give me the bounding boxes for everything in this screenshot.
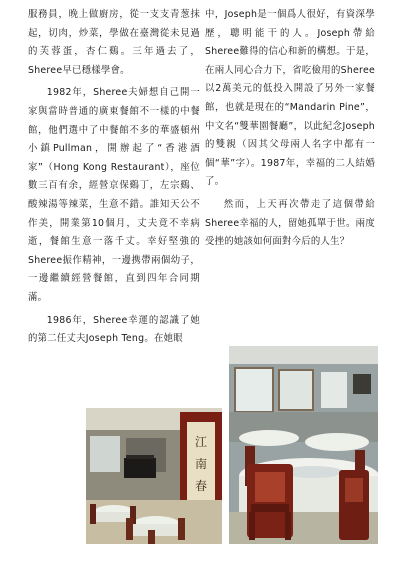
left-paragraph-2: 1982年，Sheree夫婦想自己開一家與當時普通的廣東餐館不一樣的中餐館，他們選中了中餐館不多的華盛頓州小鎮Pullman，開辦起了“香港酒家”（Hong Kong Restaurant），座位數三百有余，經營京保鷄丁，左宗鷄、酸辣湯等辣菜，生意不錯。誰知天公不作美，開業第10個月，丈夫竟不幸病逝，餐館生意一落千丈。幸好堅強的Sheree振作精神，一邊携帶兩個幼子，一邊繼續經營餐館，直到四年合同期滿。 [28,87,200,303]
left-text-column [28,6,200,353]
dining-room-illustration [229,346,378,544]
calligraphy-char-2: 南 [194,457,208,471]
calligraphy-char-3: 春 [194,479,208,493]
right-text-column [205,6,375,256]
restaurant-interior-photo-right [229,346,378,544]
left-paragraph-3: 1986年，Sheree幸運的認識了她的第二任丈夫Joseph Teng。在她眼 [28,314,200,345]
right-paragraph-2: 然而，上天再次帶走了這個帶給Sheree幸福的人，留她孤單于世。兩度受挫的她該如何面對今后的人生？ [205,198,375,248]
calligraphy-char-1: 江 [194,435,208,449]
restaurant-interior-photo-left [86,408,222,544]
left-paragraph-1: 服務員，晚上做廚房，從一支支青葱抹起，切肉，炒菜，學做在臺灣從未見過的芙蓉蛋，杏仁鷄。三年過去了，Sheree早已穩樣學會。 [28,9,200,76]
restaurant-interior-illustration [86,408,222,544]
right-paragraph-1: 中，Joseph是一個爲人很好，有資深學歷，聰明能干的人。Joseph帶給Sheree難得的信心和新的構想。于是，在兩人同心合力下，省吃儉用的Sheree以2萬美元的低投入開設了另外一家餐館，也就是現在的“Mandarin Pine”，中文名“雙華園餐廳”，以此紀念Joseph的雙親（因其父母兩人名字中都有一個“華”字）。1987年，幸福的二人結婚了。 [205,9,375,188]
